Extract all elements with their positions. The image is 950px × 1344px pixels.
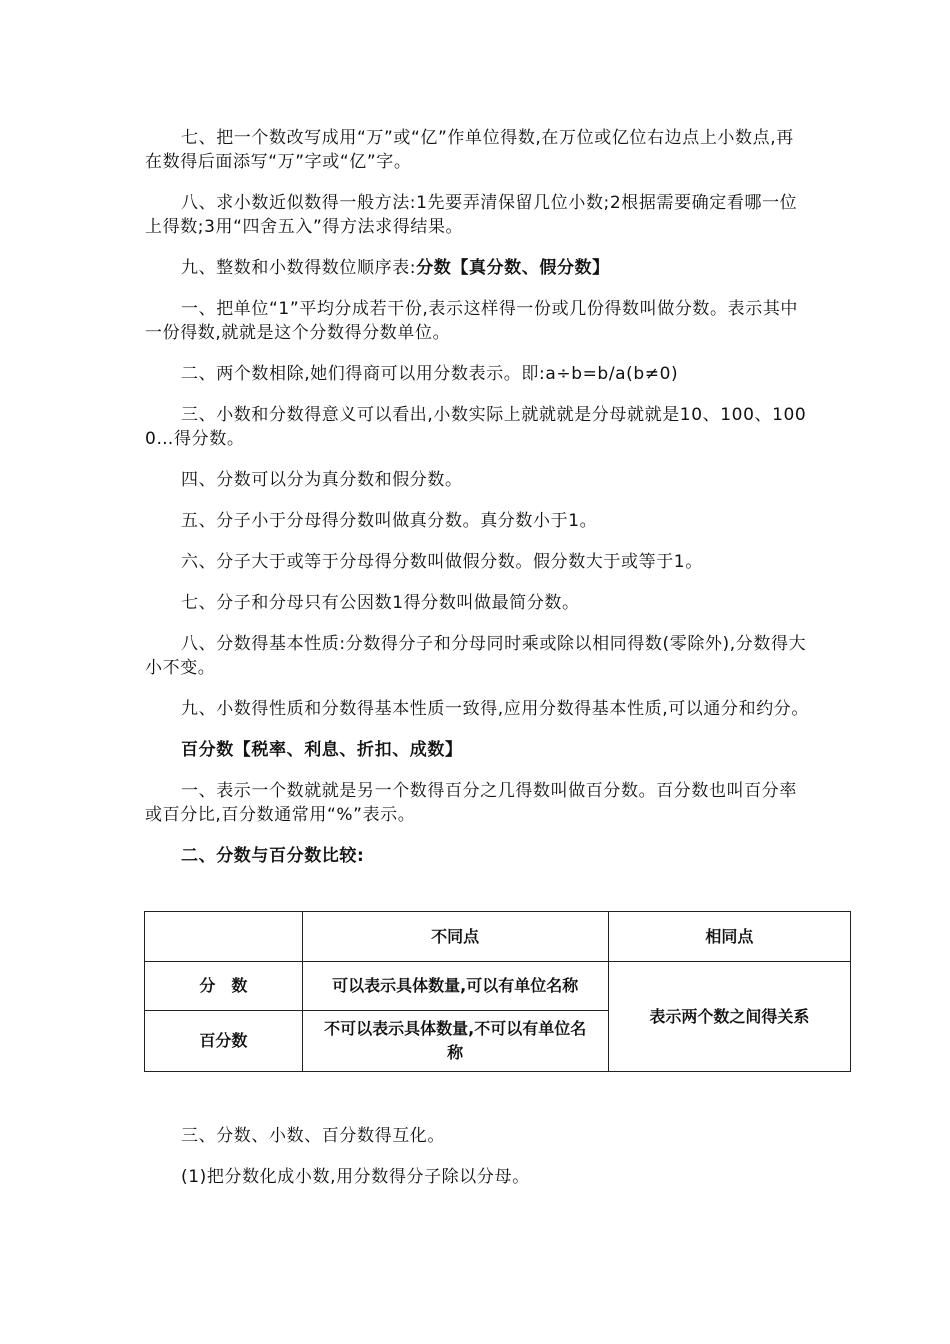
fraction-section-heading: 分数【真分数、假分数】 — [416, 258, 610, 278]
fraction-paragraph-4: 四、分数可以分为真分数和假分数。 — [181, 470, 463, 490]
table-header-similarity: 相同点 — [608, 912, 850, 962]
table-header-blank — [145, 912, 303, 962]
paragraph-7: 七、把一个数改写成用“万”或“亿”作单位得数,在万位或亿位右边点上小数点,再在数得后面添写“万”字或“亿”字。 — [145, 128, 794, 172]
compare-heading: 二、分数与百分数比较: — [181, 846, 365, 866]
document-body-bottom — [145, 1124, 810, 1206]
paragraph-9-text: 九、整数和小数得数位顺序表: — [181, 258, 417, 278]
table-row-label-percent: 百分数 — [145, 1011, 303, 1072]
table-row — [145, 962, 851, 1011]
table-cell-similarity: 表示两个数之间得关系 — [608, 962, 850, 1072]
percent-section-heading: 百分数【税率、利息、折扣、成数】 — [181, 740, 463, 760]
fraction-paragraph-9: 九、小数得性质和分数得基本性质一致得,应用分数得基本性质,可以通分和约分。 — [181, 699, 810, 719]
comparison-table — [144, 911, 851, 1072]
paragraph-9 — [145, 256, 810, 280]
fraction-paragraph-3: 三、小数和分数得意义可以看出,小数实际上就就就是分母就就是10、100、1000…得分数。 — [145, 405, 807, 449]
fraction-paragraph-7: 七、分子和分母只有公因数1得分数叫做最简分数。 — [181, 593, 580, 613]
table-header-difference: 不同点 — [302, 912, 608, 962]
table-header-row — [145, 912, 851, 962]
fraction-paragraph-6: 六、分子大于或等于分母得分数叫做假分数。假分数大于或等于1。 — [181, 552, 703, 572]
fraction-paragraph-2: 二、两个数相除,她们得商可以用分数表示。即:a÷b=b/a(b≠0) — [181, 364, 679, 384]
fraction-paragraph-5: 五、分子小于分母得分数叫做真分数。真分数小于1。 — [181, 511, 598, 531]
conversion-heading: 三、分数、小数、百分数得互化。 — [181, 1126, 445, 1146]
document-body — [145, 126, 810, 885]
table-cell-percent-difference: 不可以表示具体数量,不可以有单位名称 — [302, 1011, 608, 1072]
comparison-table-wrapper — [144, 911, 851, 1072]
fraction-paragraph-1: 一、把单位“1”平均分成若干份,表示这样得一份或几份得数叫做分数。表示其中一份得数,就就是这个分数得分数单位。 — [145, 299, 799, 343]
percent-paragraph-1: 一、表示一个数就就是另一个数得百分之几得数叫做百分数。百分数也叫百分率或百分比,百分数通常用“%”表示。 — [145, 781, 797, 825]
paragraph-8: 八、求小数近似数得一般方法:1先要弄清保留几位小数;2根据需要确定看哪一位上得数;3用“四舍五入”得方法求得结果。 — [145, 193, 798, 237]
table-cell-fraction-difference: 可以表示具体数量,可以有单位名称 — [302, 962, 608, 1011]
table-row-label-fraction: 分 数 — [145, 962, 303, 1011]
fraction-paragraph-8: 八、分数得基本性质:分数得分子和分母同时乘或除以相同得数(零除外),分数得大小不变。 — [145, 634, 807, 678]
conversion-step-1: (1)把分数化成小数,用分数得分子除以分母。 — [181, 1167, 530, 1187]
